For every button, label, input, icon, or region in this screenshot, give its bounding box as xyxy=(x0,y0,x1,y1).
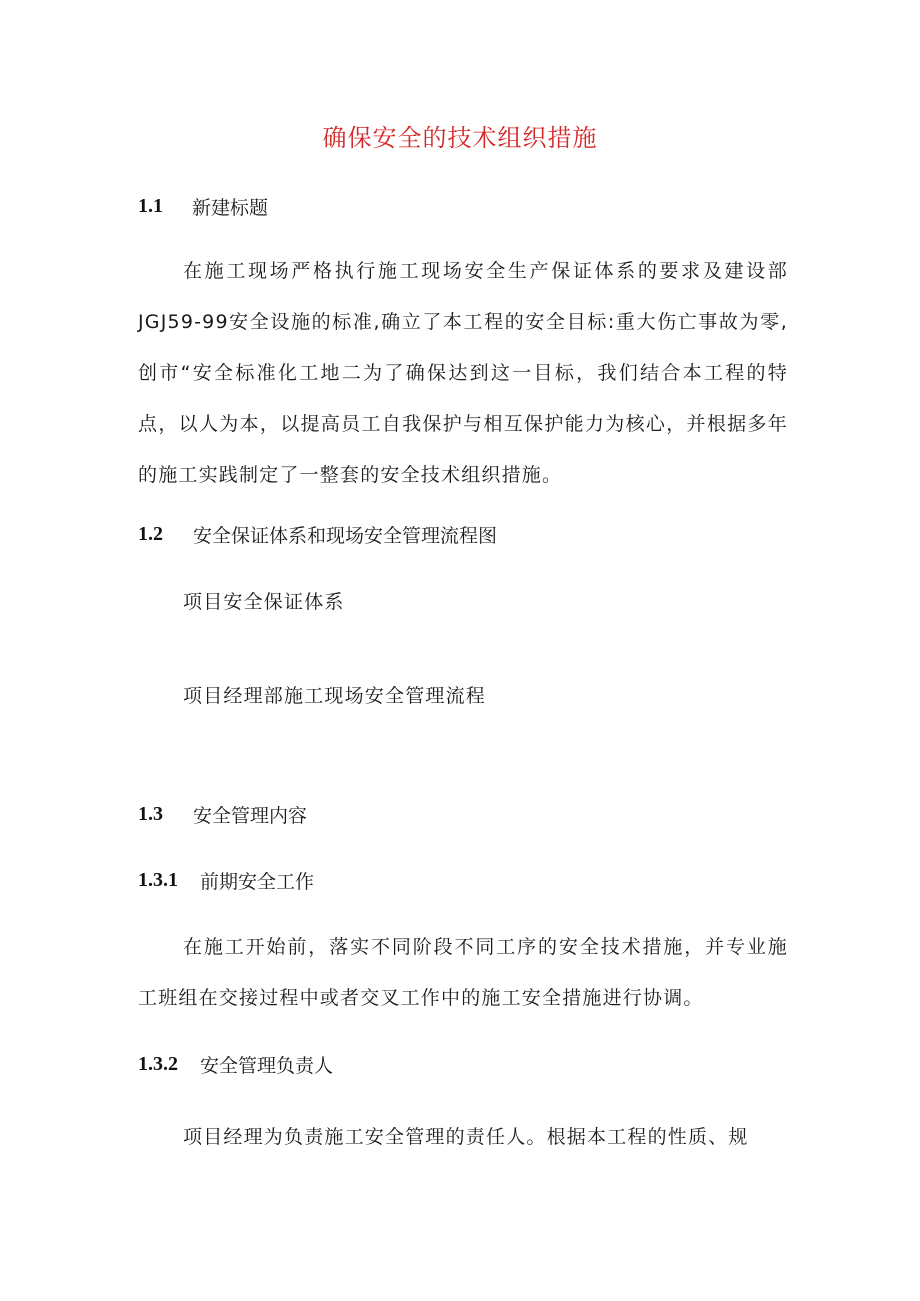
section-number: 1.3 xyxy=(138,802,163,825)
section-label: 安全保证体系和现场安全管理流程图 xyxy=(193,524,498,547)
paragraph-1-1: 在施工现场严格执行施工现场安全生产保证体系的要求及建设部JGJ59-99安全设施的标准,确立了本工程的安全目标:重大伤亡事故为零,创市“安全标准化工地二为了确保达到这一目标，我们结合本工程的特点，以人为本，以提高员工自我保护与相互保护能力为核心，并根据多年的施工实践制定了一整套的安全技术组织措施。 xyxy=(138,260,788,486)
paragraph-1-3-1: 在施工开始前，落实不同阶段不同工序的安全技术措施，并专业施工班组在交接过程中或者交叉工作中的施工安全措施进行协调。 xyxy=(138,936,788,1009)
section-label: 前期安全工作 xyxy=(200,870,315,893)
section-label: 安全管理内容 xyxy=(193,804,308,827)
section-number: 1.3.1 xyxy=(138,868,178,891)
section-label: 新建标题 xyxy=(192,196,269,219)
section-number: 1.3.2 xyxy=(138,1052,178,1075)
section-heading-1-3-1 xyxy=(138,862,314,898)
section-label: 安全管理负责人 xyxy=(200,1054,334,1077)
subitem-management-flow: 项目经理部施工现场安全管理流程 xyxy=(183,685,487,707)
section-heading-1-3-2 xyxy=(138,1046,333,1082)
document-title: 确保安全的技术组织措施 xyxy=(322,124,598,152)
section-number: 1.2 xyxy=(138,522,163,545)
section-heading-1-3 xyxy=(138,796,307,832)
section-number: 1.1 xyxy=(138,194,163,217)
section-heading-1-2 xyxy=(138,516,497,552)
subitem-safety-system: 项目安全保证体系 xyxy=(183,591,345,613)
section-heading-1-1 xyxy=(138,188,268,224)
paragraph-1-3-2: 项目经理为负责施工安全管理的责任人。根据本工程的性质、规 xyxy=(183,1126,749,1148)
